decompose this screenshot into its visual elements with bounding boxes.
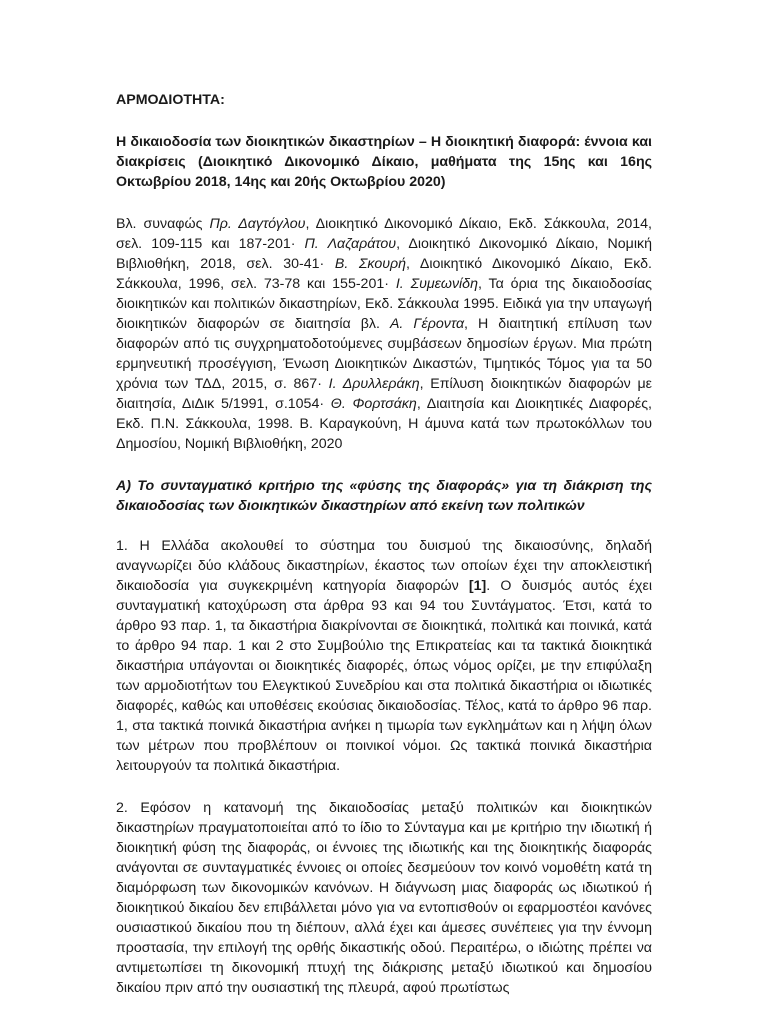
paragraph-1: [116, 536, 652, 776]
references-paragraph: [116, 214, 652, 454]
text-run: 1. Η Ελλάδα ακολουθεί το σύστημα του δυισμού της δικαιοσύνης, δηλαδή αναγνωρίζει δύο κλάδους δικαστηρίων, έκαστος των οποίων έχει την αποκλειστική δικαιοδοσία για συγκεκριμένη κατηγορία διαφορών: [116, 538, 652, 594]
text-run: Βλ. συναφώς: [116, 216, 210, 232]
text-run: , Διοικητικό Δικονομικό Δίκαιο, Νομική Βιβλιοθήκη, 2018, σελ. 30-41·: [116, 236, 652, 272]
italic-author: Πρ. Δαγτόγλου: [209, 216, 306, 232]
italic-author: Β. Σκουρή: [334, 256, 407, 272]
italic-author: Π. Λαζαράτου: [304, 236, 397, 252]
italic-author: Θ. Φορτσάκη: [330, 396, 417, 412]
section-a-title: Α) Το συνταγματικό κριτήριο της «φύσης της διαφοράς» για τη διάκριση της δικαιοδοσίας των διοικητικών δικαστηρίων από εκείνη των πολιτικών: [116, 478, 652, 514]
italic-author: Ι. Δρυλλεράκη: [328, 376, 420, 392]
paragraph-2: 2. Εφόσον η κατανομή της δικαιοδοσίας μεταξύ πολιτικών και διοικητικών δικαστηρίων πραγματοποιείται από το ίδιο το Σύνταγμα και με κριτήριο την ιδιωτική ή διοικητική φύση της διαφοράς, οι έννοιες της ιδιωτικής και της διοικητικής διαφοράς ανάγονται σε συνταγματικές έννοιες οι οποίες δεσμεύουν τον κοινό νομοθέτη κατά τη διαμόρφωση των δικονομικών κανόνων. Η διάγνωση μιας διαφοράς ως ιδιωτικού ή διοικητικού δικαίου δεν επιβάλλεται μόνο για να εντοπισθούν οι εφαρμοστέοι κανόνες ουσιαστικού δικαίου που τη διέπουν, αλλά έχει και άμεσες συνέπειες για την έννομη προστασία, την επιλογή της ορθής δικαστικής οδού. Περαιτέρω, ο ιδιώτης πρέπει να αντιμετωπίσει τη δικονομική πτυχή της διάκρισης μεταξύ ιδιωτικού και δημοσίου δικαίου πριν από την ουσιαστική της πλευρά, αφού πρωτίστως: [116, 800, 652, 996]
footnote-ref: [1]: [468, 578, 487, 594]
text-run: , Διοικητικό Δικονομικό Δίκαιο, Εκδ. Σάκκουλα, 1996, σελ. 73-78 και 155-201·: [116, 256, 652, 292]
text-run: . Ο δυισμός αυτός έχει συνταγματική κατοχύρωση στα άρθρα 93 και 94 του Συντάγματος. Έτσι, κατά το άρθρο 93 παρ. 1, τα δικαστήρια διακρίνονται σε διοικητικά, πολιτικά και ποινικά, κατά το άρθρο 94 παρ. 1 και 2 στο Συμβούλιο της Επικρατείας και τα τακτικά διοικητικά δικαστήρια υπάγονται οι διοικητικές διαφορές, όπως νόμος ορίζει, με την επιφύλαξη των αρμοδιοτήτων του Ελεγκτικού Συνεδρίου και στα πολιτικά δικαστήρια οι ιδιωτικές διαφορές, καθώς και υποθέσεις εκούσιας δικαιοδοσίας. Τέλος, κατά το άρθρο 96 παρ. 1, στα τακτικά ποινικά δικαστήρια ανήκει η τιμωρία των εγκλημάτων και η λήψη όλων των μέτρων που προβλέπουν οι ποινικοί νόμοι. Ως τακτικά ποινικά δικαστήρια λειτουργούν τα πολιτικά δικαστήρια.: [116, 578, 652, 774]
text-run: , Διοικητικό Δικονομικό Δίκαιο, Εκδ. Σάκκουλα, 2014, σελ. 109-115 και 187-201·: [116, 216, 652, 252]
document-title: ΑΡΜΟΔΙΟΤΗΤΑ:: [116, 92, 225, 108]
italic-author: Α. Γέροντα: [389, 316, 465, 332]
text-run: , Διαιτησία και Διοικητικές Διαφορές, Εκδ. Π.Ν. Σάκκουλα, 1998. Β. Καραγκούνη, Η άμυνα κατά των πρωτοκόλλων του Δημοσίου, Νομική Βιβλιοθήκη, 2020: [116, 396, 652, 452]
text-run: , Τα όρια της δικαιοδοσίας διοικητικών και πολιτικών δικαστηρίων, Εκδ. Σάκκουλα 1995. Ειδικά για την υπαγωγή διοικητικών διαφορών σε διαιτησία βλ.: [116, 276, 653, 332]
document-subtitle: Η δικαιοδοσία των διοικητικών δικαστηρίων – Η διοικητική διαφορά: έννοια και διακρίσεις (Διοικητικό Δικονομικό Δίκαιο, μαθήματα της 15ης και 16ης Οκτωβρίου 2018, 14ης και 20ής Οκτωβρίου 2020): [116, 134, 652, 190]
text-run: , Επίλυση διοικητικών διαφορών με διαιτησία, ΔιΔικ 5/1991, σ.1054·: [116, 376, 652, 412]
text-run: , Η διαιτητική επίλυση των διαφορών από τις συγχρηματοδοτούμενες συμβάσεων δημοσίων έργων. Μια πρώτη ερμηνευτική προσέγγιση, Ένωση Διοικητικών Δικαστών, Τιμητικός Τόμος για τα 50 χρόνια των ΤΔΔ, 2015, σ. 867·: [116, 316, 653, 392]
italic-author: Ι. Συμεωνίδη: [395, 276, 478, 292]
